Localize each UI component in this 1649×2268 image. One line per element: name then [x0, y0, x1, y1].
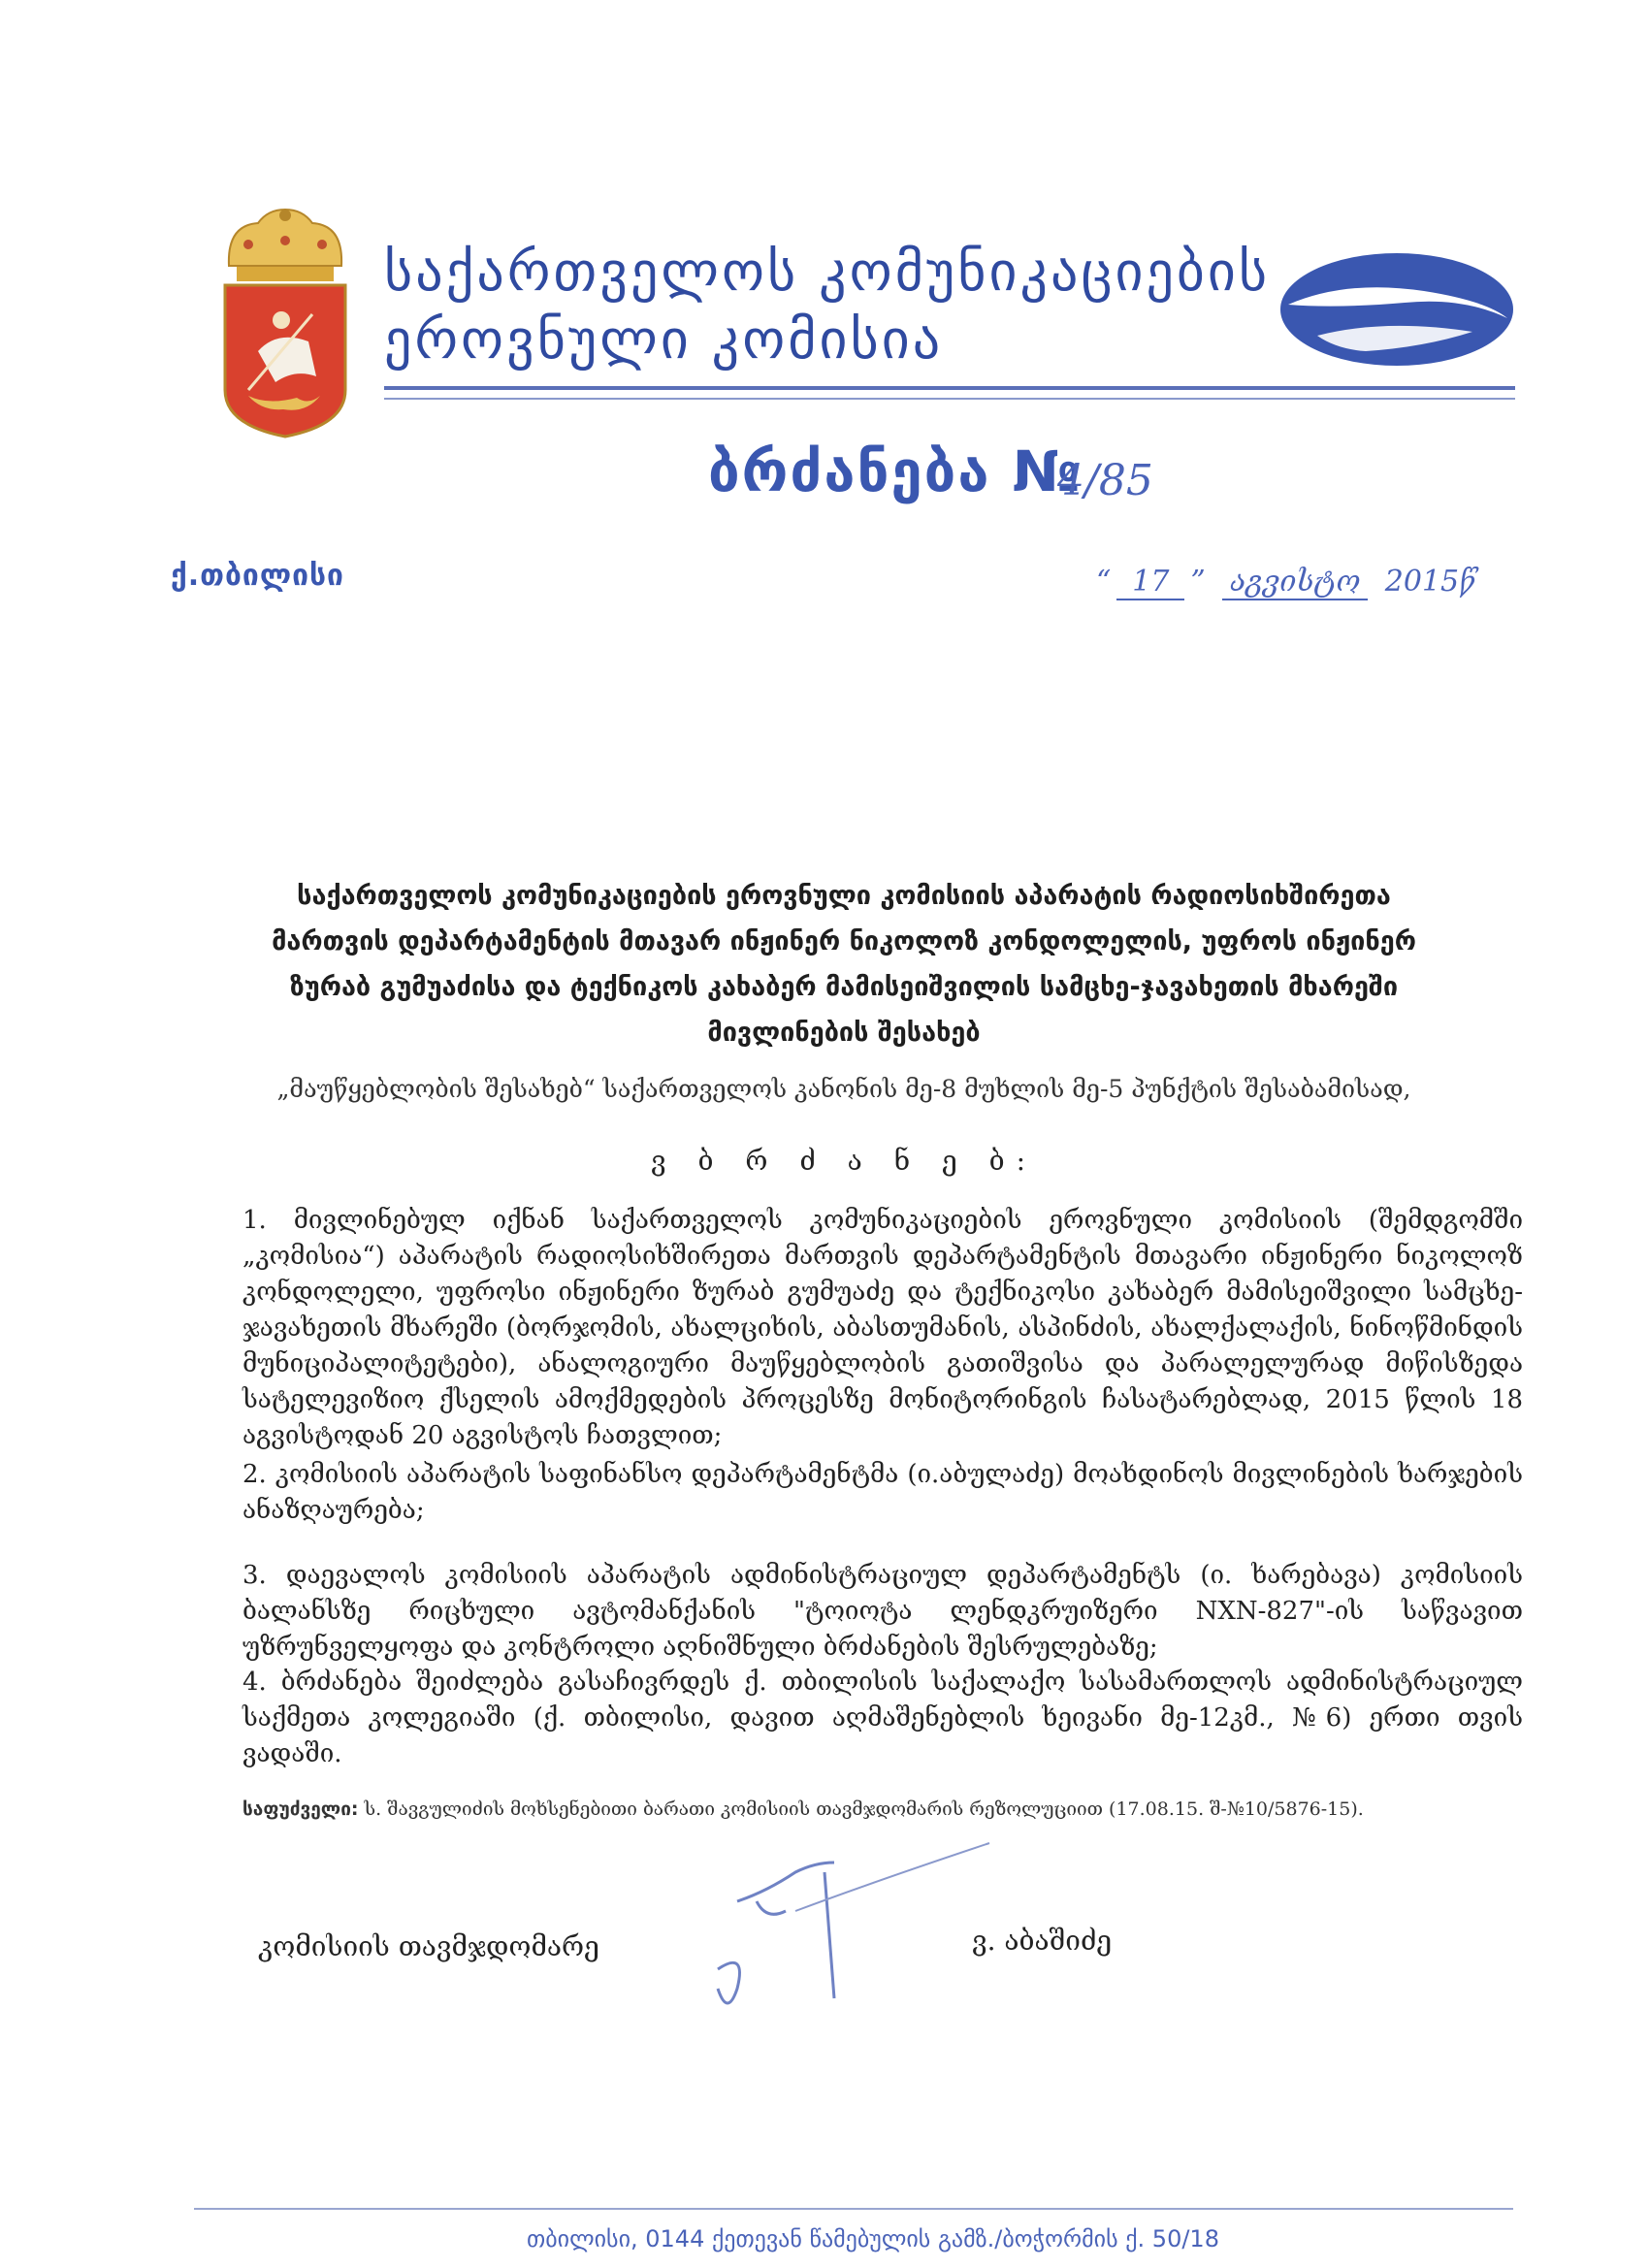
- order-paragraph-3: 3. დაევალოს კომისიის აპარატის ადმინისტრაციულ დეპარტამენტს (ი. ხარებავა) კომისიის ბალანსზე რიცხული ავტომანქანის "ტოიოტა ლენდკრუიზერი NXN-827"-ის საწვავით უზრუნველყოფა და კონტროლი აღნიშნული ბრძანების შესრულებაზე;: [242, 1561, 1523, 1662]
- footnote-text: ს. შავგულიძის მოხსენებითი ბარათი კომისიის თავმჯდომარის რეზოლუციით (17.08.15. შ-№10/5876-15).: [364, 1798, 1364, 1820]
- footnote-label: საფუძველი:: [242, 1798, 359, 1820]
- date-month: აგვისტო: [1222, 565, 1368, 600]
- signer-name: ვ. აბაშიძე: [972, 1925, 1113, 1957]
- commission-logo-icon: [1278, 250, 1515, 369]
- order-paragraph-1: 1. მივლინებულ იქნან საქართველოს კომუნიკაციების ეროვნული კომისიის (შემდგომში „კომისია“) აპარატის რადიოსიხშირეთა მართვის დეპარტამენტის მთავარი ინჟინერი ნიკოლოზ კონდოლელი, უფროსი ინჟინერი ზურაბ გუმუაძე და ტექნიკოსი კახაბერ მამისეიშვილი სამცხე-ჯავახეთის მხარეში (ბორჯომის, ახალციხის, აბასთუმანის, ასპინძის, ახალქალაქის, ნინოწმინდის მუნიციპალიტეტები), ანალოგიური მაუწყებლობის გათიშვისა და პარალელურად მიწისზედა სატელევიზიო ქსელის ამოქმედების პროცესზე მონიტორინგის ჩასატარებლად, 2015 წლის 18 აგვისტოდან 20 აგვისტოს ჩათვლით;: [242, 1206, 1523, 1450]
- footer-address: თბილისი, 0144 ქეთევან წამებულის გამზ./ბოჭორმის ქ. 50/18: [527, 2225, 1219, 2252]
- date-year: 2015წ: [1384, 565, 1475, 599]
- coat-of-arms-icon: [219, 206, 351, 438]
- order-heading: ვ ბ რ ძ ა ნ ე ბ:: [650, 1145, 1038, 1177]
- org-name-line-2: ეროვნული კომისია: [384, 308, 944, 372]
- order-paragraph-2: 2. კომისიის აპარატის საფინანსო დეპარტამენტმა (ი.აბულაძე) მოახდინოს მივლინების ხარჯების ანაზღაურება;: [242, 1460, 1523, 1525]
- order-paragraph-4: 4. ბრძანება შეიძლება გასაჩივრდეს ქ. თბილისის საქალაქო სასამართლოს ადმინისტრაციულ საქმეთა კოლეგიაში (ქ. თბილისი, დავით აღმაშენებლის ხეივანი მე-12კმ., №6) ერთი თვის ვადაში.: [242, 1668, 1523, 1768]
- order-title: ბრძანება №: [708, 438, 1083, 504]
- date-day: 17: [1116, 565, 1184, 600]
- city-label: ქ.თბილისი: [171, 559, 344, 593]
- order-date: “ 17 ” აგვისტო 2015წ: [1096, 565, 1475, 599]
- legal-basis: „მაუწყებლობის შესახებ“ საქართველოს კანონის მე-8 მუხლის მე-5 პუნქტის შესაბამისად,: [276, 1075, 1411, 1103]
- footnote: [242, 1798, 1523, 1820]
- header-rule: [384, 386, 1515, 390]
- header-rule-thin: [384, 398, 1515, 400]
- order-number: 4/85: [1057, 456, 1153, 505]
- signer-title: კომისიის თავმჯდომარე: [258, 1930, 599, 1962]
- handwritten-signature-icon: [679, 1833, 999, 2018]
- footer-rule: [194, 2208, 1513, 2210]
- org-name-line-1: საქართველოს კომუნიკაციების: [384, 241, 1271, 304]
- order-subject: საქართველოს კომუნიკაციების ეროვნული კომისიის აპარატის რადიოსიხშირეთა მართვის დეპარტამენტის მთავარ ინჟინერ ნიკოლოზ კონდოლელის, უფროს ინჟინერ ზურაბ გუმუაძისა და ტექნიკოს კახაბერ მამისეიშვილის სამცხე-ჯავახეთის მხარეში მივლინების შესახებ: [272, 881, 1416, 1048]
